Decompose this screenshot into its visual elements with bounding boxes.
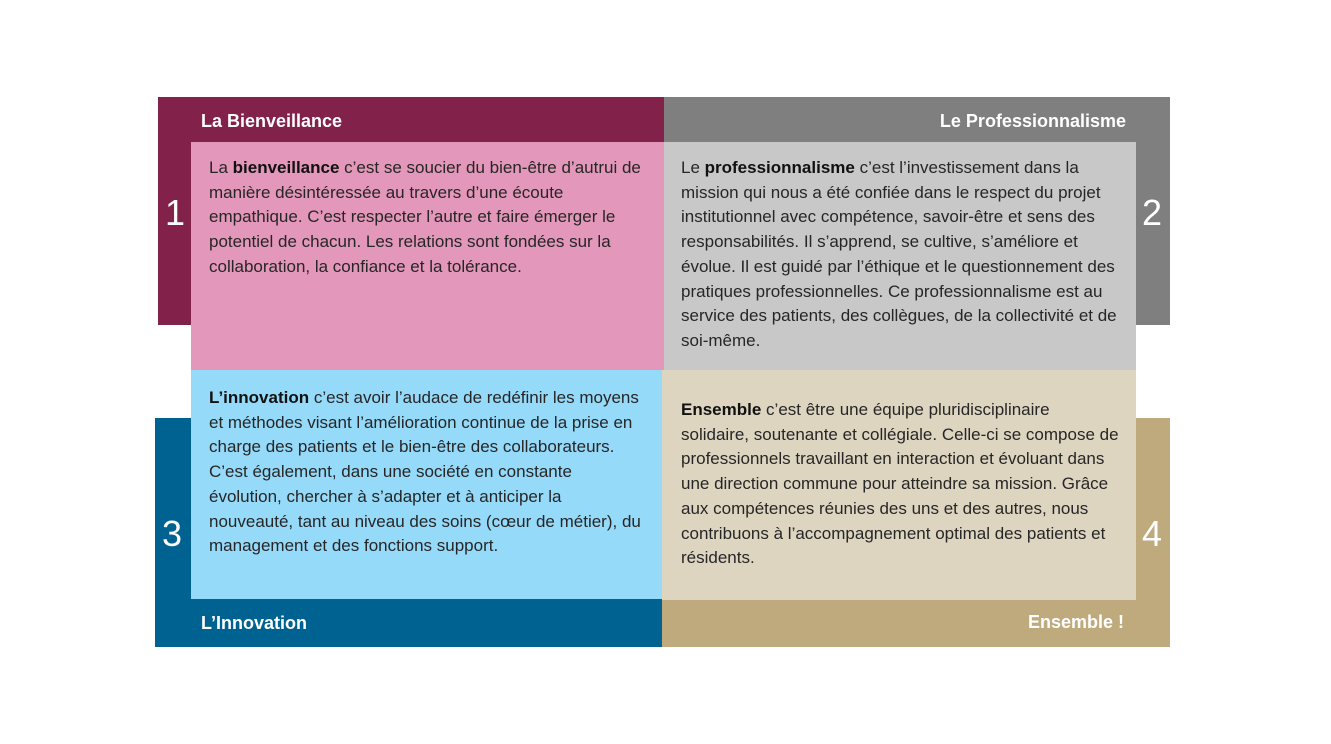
professionnalisme-description: Le professionnalisme c’est l’investissement dans la mission qui nous a été confiée dans le respect du projet institutionnel avec compétence, savoir-être et sens des responsabilités. Il s’apprend, se cultive, s’améliore et évolue. Il est guidé par l’éthique et le questionnement des pratiques professionnelles. Ce professionnalisme est au service des patients, des collègues, de la collectivité et de soi-même. [681, 158, 1117, 350]
ensemble-title: Ensemble ! [1027, 612, 1124, 632]
innovation-description: L’innovation c’est avoir l’audace de redéfinir les moyens et méthodes visant l’amélioration continue de la prise en charge des patients et le bien-être des collaborateurs. [209, 388, 639, 457]
quadrant-number-3: 3 [161, 513, 183, 554]
bienveillance-keyword: bienveillance [232, 158, 340, 177]
innovation-title: L’Innovation [201, 613, 307, 633]
bienveillance-description: La bienveillance c’est se soucier du bien-être d’autrui de manière désintéressée au travers d’une écoute empathique. C’est respecter l’autre et faire émerger le potentiel de chacun. Les relations sont fondées sur la collaboration, la confiance et la tolérance. [209, 158, 641, 276]
quadrant-number-2: 2 [1141, 192, 1163, 233]
innovation-keyword: L’innovation [209, 388, 310, 407]
innovation-description-2: C’est également, dans une société en constante évolution, chercher à s’adapter et à anticiper la nouveauté, tant au niveau des soins (cœur de métier), du management et des fonctions support. [209, 462, 641, 556]
professionnalisme-title: Le Professionnalisme [939, 111, 1126, 131]
quadrant-number-1: 1 [164, 192, 186, 233]
bienveillance-box [191, 142, 664, 370]
ensemble-description: Ensemble c’est être une équipe pluridisciplinaire solidaire, soutenante et collégiale. Celle-ci se compose de professionnels travaillant en interaction et évoluant dans une direction commune pour atteindre sa mission. Grâce aux compétences réunies des uns et des autres, nous contribuons à l’accompagnement optimal des patients et résidents. [681, 400, 1119, 568]
ensemble-box [662, 370, 1136, 600]
professionnalisme-keyword: professionnalisme [704, 158, 855, 177]
professionnalisme-box [664, 142, 1136, 370]
bienveillance-title: La Bienveillance [201, 111, 343, 131]
ensemble-keyword: Ensemble [681, 400, 762, 419]
quadrant-number-4: 4 [1141, 513, 1163, 554]
innovation-box [191, 370, 662, 599]
